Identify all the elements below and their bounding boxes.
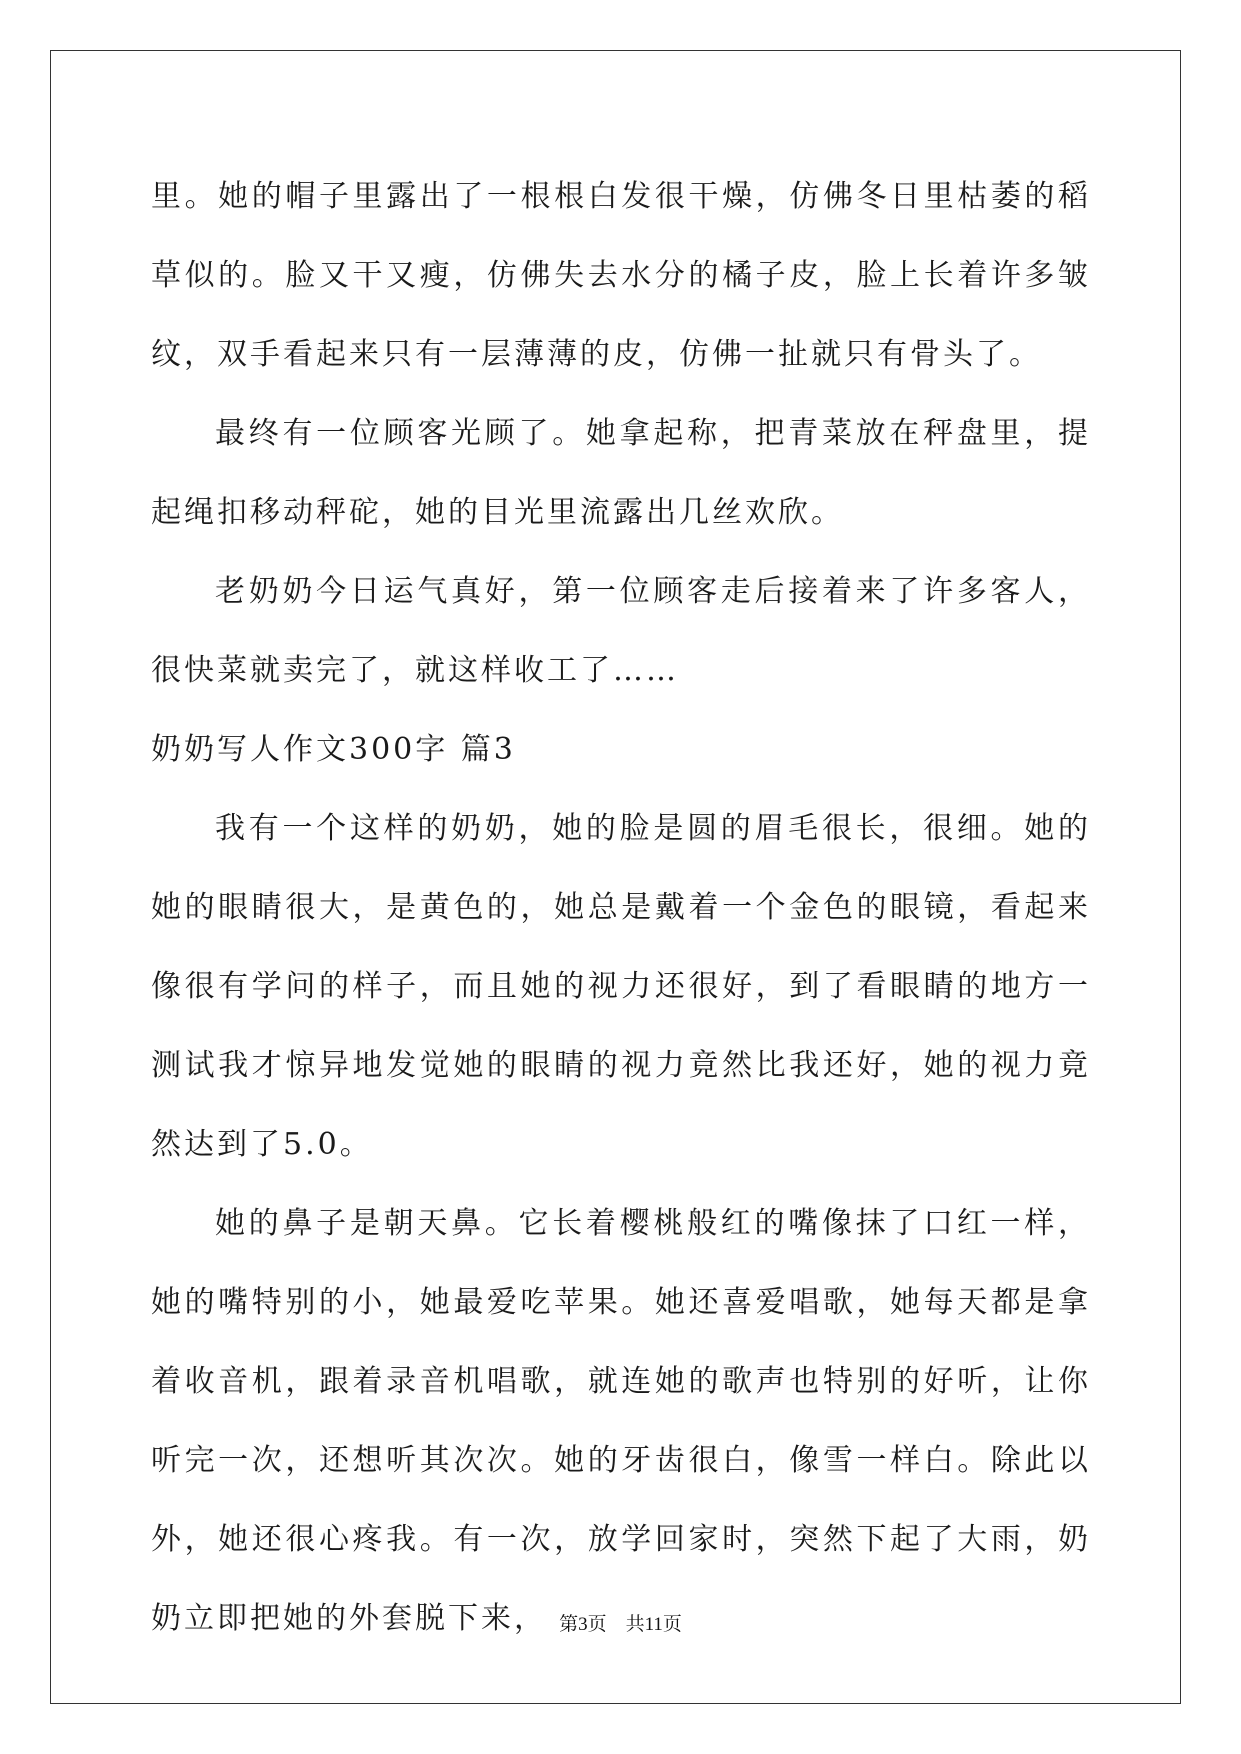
- paragraph: 她的鼻子是朝天鼻。它长着樱桃般红的嘴像抹了口红一样，她的嘴特别的小，她最爱吃苹果。她还喜爱唱歌，她每天都是拿着收音机，跟着录音机唱歌，就连她的歌声也特别的好听，让你听完一次，还想听其次次。她的牙齿很白，像雪一样白。除此以外，她还很心疼我。有一次，放学回家时，突然下起了大雨，奶奶立即把她的外套脱下来，: [151, 1206, 1091, 1636]
- paragraph: 最终有一位顾客光顾了。她拿起称，把青菜放在秤盘里，提起绳扣移动秤砣，她的目光里流露出几丝欢欣。: [151, 416, 1091, 530]
- document-body: [151, 157, 1091, 1658]
- page-total: 共11页: [625, 1614, 682, 1635]
- paragraph: 里。她的帽子里露出了一根根白发很干燥，仿佛冬日里枯萎的稻草似的。脸又干又瘦，仿佛失去水分的橘子皮，脸上长着许多皱纹，双手看起来只有一层薄薄的皮，仿佛一扯就只有骨头了。: [151, 179, 1091, 372]
- paragraph: 老奶奶今日运气真好，第一位顾客走后接着来了许多客人，很快菜就卖完了，就这样收工了……: [151, 574, 1091, 688]
- section-heading: 奶奶写人作文300字 篇3: [151, 732, 516, 767]
- page-footer: [0, 1609, 1241, 1636]
- page-number: 第3页: [559, 1614, 607, 1635]
- paragraph: 我有一个这样的奶奶，她的脸是圆的眉毛很长，很细。她的她的眼睛很大，是黄色的，她总是戴着一个金色的眼镜，看起来像很有学问的样子，而且她的视力还很好，到了看眼睛的地方一测试我才惊异地发觉她的眼睛的视力竟然比我还好，她的视力竟然达到了5.0。: [151, 811, 1091, 1162]
